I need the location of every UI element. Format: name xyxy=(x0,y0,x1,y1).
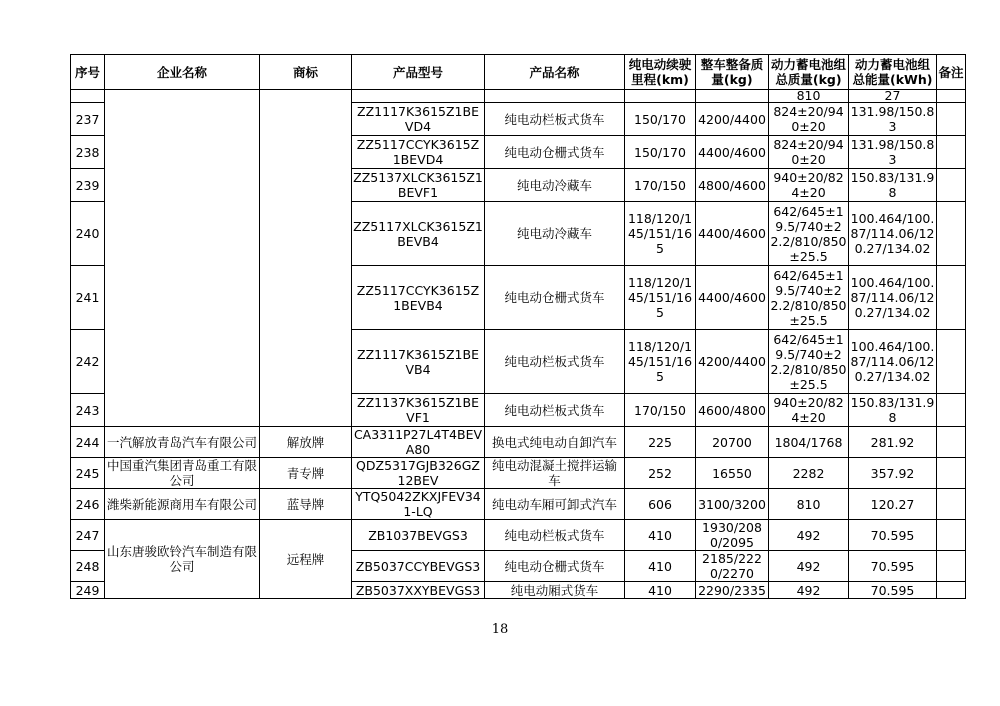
range-cell: 118/120/145/151/165 xyxy=(625,202,696,266)
seq-cell: 241 xyxy=(71,266,105,330)
mass-cell: 4600/4800 xyxy=(696,394,769,427)
seq-cell: 243 xyxy=(71,394,105,427)
product-cell: 纯电动栏板式货车 xyxy=(485,330,625,394)
model-cell: CA3311P27L4T4BEVA80 xyxy=(352,427,485,458)
mass-cell: 2185/2220/2270 xyxy=(696,551,769,582)
table-row xyxy=(71,458,966,489)
battery-mass-cell: 642/645±19.5/740±22.2/810/850±25.5 xyxy=(770,267,847,328)
range-cell: 410 xyxy=(625,551,696,582)
page-number: 18 xyxy=(491,622,509,637)
model-cell: ZB5037XXYBEVGS3 xyxy=(352,582,485,599)
model-cell: QDZ5317GJB326GZ12BEV xyxy=(352,458,485,489)
model-cell: ZZ1117K3615Z1BEVD4 xyxy=(352,103,485,136)
table-row xyxy=(71,489,966,520)
battery-mass-cell: 940±20/824±20 xyxy=(769,394,849,427)
model-cell: ZZ1137K3615Z1BEVF1 xyxy=(352,394,485,427)
range-cell: 252 xyxy=(625,458,696,489)
battery-energy-cell: 281.92 xyxy=(849,427,937,458)
mass-cell: 4400/4600 xyxy=(696,202,769,266)
remark-cell xyxy=(937,394,966,427)
brand-cell: 蓝导牌 xyxy=(260,489,352,520)
range-cell: 606 xyxy=(625,489,696,520)
remark-cell xyxy=(937,520,966,551)
mass-cell: 4200/4400 xyxy=(696,330,769,394)
battery-mass-cell: 492 xyxy=(769,551,849,582)
remark-cell xyxy=(937,202,966,266)
battery-mass-cell: 1804/1768 xyxy=(769,427,849,458)
product-cell: 纯电动冷藏车 xyxy=(485,169,625,202)
model-cell: ZZ5117CCYK3615Z1BEVD4 xyxy=(352,136,485,169)
remark-cell xyxy=(937,427,966,458)
seq-cell: 237 xyxy=(71,103,105,136)
range-cell: 410 xyxy=(625,520,696,551)
mass-cell: 4400/4600 xyxy=(696,266,769,330)
seq-cell: 247 xyxy=(71,520,105,551)
product-cell: 纯电动栏板式货车 xyxy=(485,394,625,427)
battery-energy-cell: 100.464/100.87/114.06/120.27/134.02 xyxy=(849,266,937,330)
vehicle-catalog-table xyxy=(70,54,966,599)
battery-mass-cell: 810 xyxy=(769,90,849,103)
model-cell: ZZ5137XLCK3615Z1BEVF1 xyxy=(353,170,483,200)
product-cell: 纯电动仓栅式货车 xyxy=(485,551,625,582)
product-cell: 纯电动仓栅式货车 xyxy=(485,266,625,330)
mass-cell: 4800/4600 xyxy=(696,169,769,202)
header-row xyxy=(71,55,966,90)
battery-energy-cell: 70.595 xyxy=(849,520,937,551)
continuation-row xyxy=(71,90,966,103)
range-cell: 410 xyxy=(625,582,696,599)
remark-cell xyxy=(937,136,966,169)
battery-mass-cell: 492 xyxy=(769,520,849,551)
model-cell: ZZ1117K3615Z1BEVB4 xyxy=(352,330,485,394)
header-seq: 序号 xyxy=(71,55,105,90)
battery-energy-cell: 357.92 xyxy=(849,458,937,489)
remark-cell xyxy=(937,582,966,599)
brand-cell: 解放牌 xyxy=(260,427,352,458)
brand-cell: 青专牌 xyxy=(260,458,352,489)
product-cell: 纯电动车厢可卸式汽车 xyxy=(485,489,625,520)
product-cell: 换电式纯电动自卸汽车 xyxy=(485,427,625,458)
model-cell: ZZ5117CCYK3615Z1BEVB4 xyxy=(352,266,485,330)
header-remark: 备注 xyxy=(937,55,966,90)
product-cell: 纯电动冷藏车 xyxy=(485,202,625,266)
product-cell: 纯电动混凝土搅拌运输车 xyxy=(485,458,625,489)
remark-cell xyxy=(937,266,966,330)
header-company: 企业名称 xyxy=(105,55,260,90)
range-cell: 170/150 xyxy=(625,169,696,202)
battery-mass-cell: 824±20/940±20 xyxy=(769,136,849,169)
seq-cell: 238 xyxy=(71,136,105,169)
remark-cell xyxy=(937,169,966,202)
header-range: 纯电动续驶里程(km) xyxy=(625,55,696,90)
model-cell: ZB5037CCYBEVGS3 xyxy=(352,551,485,582)
remark-cell xyxy=(937,551,966,582)
mass-cell: 2290/2335 xyxy=(696,582,769,599)
mass-cell: 16550 xyxy=(696,458,769,489)
range-cell: 118/120/145/151/165 xyxy=(625,330,696,394)
model-cell: ZZ5117XLCK3615Z1BEVB4 xyxy=(352,202,485,266)
remark-cell xyxy=(937,330,966,394)
company-cell: 潍柴新能源商用车有限公司 xyxy=(105,489,260,520)
company-cell: 山东唐骏欧铃汽车制造有限公司 xyxy=(105,520,260,599)
mass-cell: 20700 xyxy=(696,427,769,458)
model-cell: YTQ5042ZKXJFEV341-LQ xyxy=(352,489,485,520)
header-brand: 商标 xyxy=(260,55,352,90)
table-row xyxy=(71,520,966,551)
product-cell: 纯电动栏板式货车 xyxy=(485,520,625,551)
range-cell: 118/120/145/151/165 xyxy=(625,266,696,330)
range-cell: 150/170 xyxy=(625,136,696,169)
battery-energy-cell: 70.595 xyxy=(849,582,937,599)
mass-cell: 1930/2080/2095 xyxy=(696,520,769,551)
product-cell: 纯电动栏板式货车 xyxy=(485,103,625,136)
battery-mass-cell: 810 xyxy=(769,489,849,520)
battery-mass-cell: 642/645±19.5/740±22.2/810/850±25.5 xyxy=(770,331,847,392)
battery-mass-cell: 492 xyxy=(769,582,849,599)
mass-cell: 4200/4400 xyxy=(696,103,769,136)
header-mass: 整车整备质量(kg) xyxy=(696,55,769,90)
product-cell: 纯电动厢式货车 xyxy=(485,582,625,599)
remark-cell xyxy=(937,489,966,520)
battery-energy-cell: 27 xyxy=(849,90,937,103)
battery-mass-cell: 2282 xyxy=(769,458,849,489)
seq-cell: 248 xyxy=(71,551,105,582)
model-cell: ZB1037BEVGS3 xyxy=(352,520,485,551)
battery-energy-cell: 70.595 xyxy=(849,551,937,582)
battery-mass-cell: 940±20/824±20 xyxy=(769,169,849,202)
battery-energy-cell: 131.98/150.83 xyxy=(849,103,937,136)
battery-energy-cell: 131.98/150.83 xyxy=(849,136,937,169)
range-cell: 150/170 xyxy=(625,103,696,136)
seq-cell: 244 xyxy=(71,427,105,458)
table-row xyxy=(71,427,966,458)
header-product: 产品名称 xyxy=(485,55,625,90)
battery-energy-cell: 120.27 xyxy=(849,489,937,520)
remark-cell xyxy=(937,103,966,136)
range-cell: 170/150 xyxy=(625,394,696,427)
header-battery-mass: 动力蓄电池组总质量(kg) xyxy=(769,55,849,90)
mass-cell: 3100/3200 xyxy=(696,489,769,520)
header-model: 产品型号 xyxy=(352,55,485,90)
battery-energy-cell: 100.464/100.87/114.06/120.27/134.02 xyxy=(849,202,937,266)
header-battery-energy: 动力蓄电池组总能量(kWh) xyxy=(849,55,937,90)
battery-mass-cell: 642/645±19.5/740±22.2/810/850±25.5 xyxy=(770,203,847,264)
mass-cell: 4400/4600 xyxy=(696,136,769,169)
seq-cell: 240 xyxy=(71,202,105,266)
seq-cell: 249 xyxy=(71,582,105,599)
seq-cell: 239 xyxy=(71,169,105,202)
brand-cell xyxy=(260,90,352,427)
range-cell: 225 xyxy=(625,427,696,458)
product-cell: 纯电动仓栅式货车 xyxy=(485,136,625,169)
brand-cell: 远程牌 xyxy=(260,520,352,599)
seq-cell: 242 xyxy=(71,330,105,394)
company-cell: 一汽解放青岛汽车有限公司 xyxy=(105,427,260,458)
seq-cell: 245 xyxy=(71,458,105,489)
battery-energy-cell: 150.83/131.98 xyxy=(849,394,937,427)
battery-mass-cell: 824±20/940±20 xyxy=(769,103,849,136)
company-cell xyxy=(105,90,260,427)
seq-cell: 246 xyxy=(71,489,105,520)
company-cell: 中国重汽集团青岛重工有限公司 xyxy=(105,458,260,489)
remark-cell xyxy=(937,458,966,489)
battery-energy-cell: 100.464/100.87/114.06/120.27/134.02 xyxy=(849,330,937,394)
battery-energy-cell: 150.83/131.98 xyxy=(849,169,937,202)
